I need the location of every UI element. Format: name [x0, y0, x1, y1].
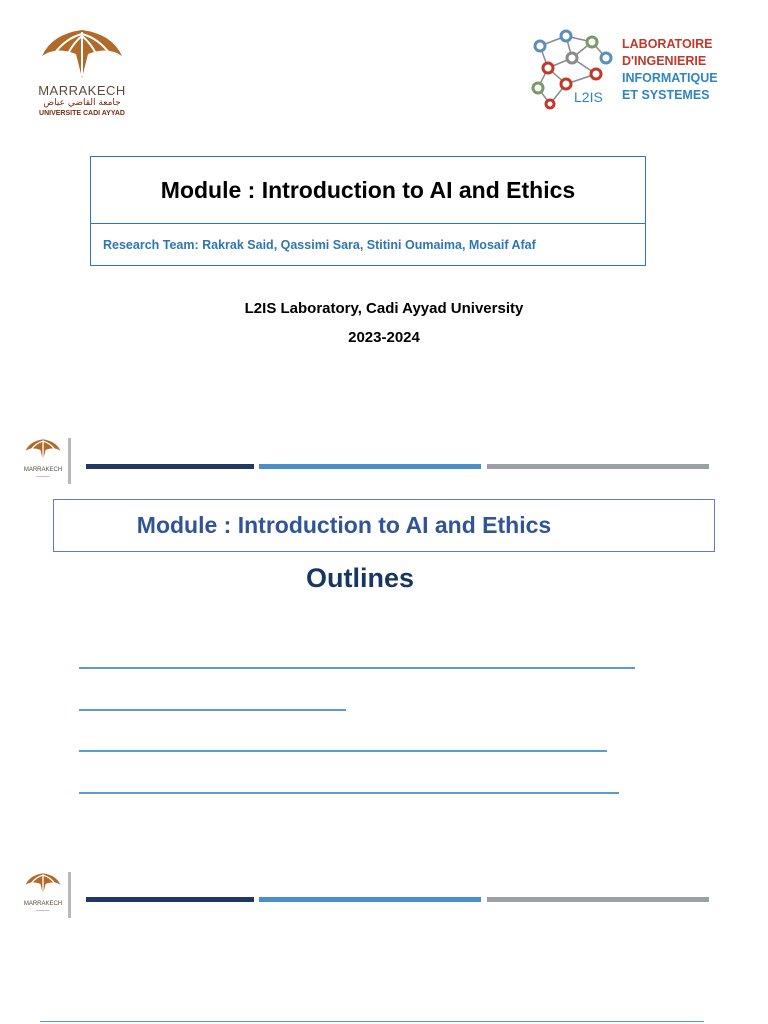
outline-line	[79, 750, 607, 752]
module-title-box	[53, 499, 715, 552]
lab-name	[622, 36, 718, 104]
university-logo	[36, 24, 128, 120]
slide-logo-subtext: ———	[36, 474, 50, 479]
slide-logo-separator	[68, 872, 71, 918]
header-bar-dark	[86, 897, 254, 902]
slide-logo-separator	[68, 438, 71, 484]
header-bar-gray	[487, 897, 709, 902]
network-graph-icon	[526, 28, 618, 110]
header-bar-mid	[259, 897, 481, 902]
university-city: MARRAKECH	[38, 83, 126, 98]
lab-name-line: INFORMATIQUE	[622, 71, 718, 85]
team-row	[91, 224, 645, 266]
bottom-rule	[40, 1021, 704, 1022]
affiliation-line: L2IS Laboratory, Cadi Ayyad University	[244, 300, 524, 317]
lab-logo	[526, 28, 736, 112]
slide-logo-subtext: ———	[36, 908, 50, 913]
slide-logo	[20, 870, 66, 918]
university-emblem-icon	[36, 24, 128, 80]
university-emblem-icon	[23, 436, 63, 462]
header-bar-mid	[259, 464, 481, 469]
header-bar-dark	[86, 464, 254, 469]
research-team: Research Team: Rakrak Said, Qassimi Sara, Stitini Oumaima, Mosaif Afaf	[103, 238, 536, 252]
slide-logo-city: MARRAKECH	[23, 467, 63, 473]
university-emblem-icon	[23, 870, 63, 896]
slide-logo	[20, 436, 66, 484]
lab-name-line: LABORATOIRE	[622, 37, 713, 51]
outline-line	[79, 709, 346, 711]
lab-badge: L2IS	[574, 89, 603, 105]
university-arabic-name: جامعة القاضي عياض	[43, 98, 121, 108]
lab-name-line: ET SYSTEMES	[622, 88, 710, 102]
outline-line	[79, 667, 635, 669]
title-row	[91, 157, 645, 224]
module-title: Module : Introduction to AI and Ethics	[136, 512, 552, 538]
outlines-title: Outlines	[305, 563, 414, 593]
header-bar-gray	[487, 464, 709, 469]
outline-line	[79, 792, 619, 794]
university-latin-name: UNIVERSITE CADI AYYAD	[39, 110, 125, 117]
title-box	[90, 156, 646, 266]
document-title: Module : Introduction to AI and Ethics	[160, 176, 576, 203]
lab-name-line: D'INGENIERIE	[622, 54, 707, 68]
slide-logo-city: MARRAKECH	[23, 901, 63, 907]
academic-year: 2023-2024	[348, 329, 420, 346]
